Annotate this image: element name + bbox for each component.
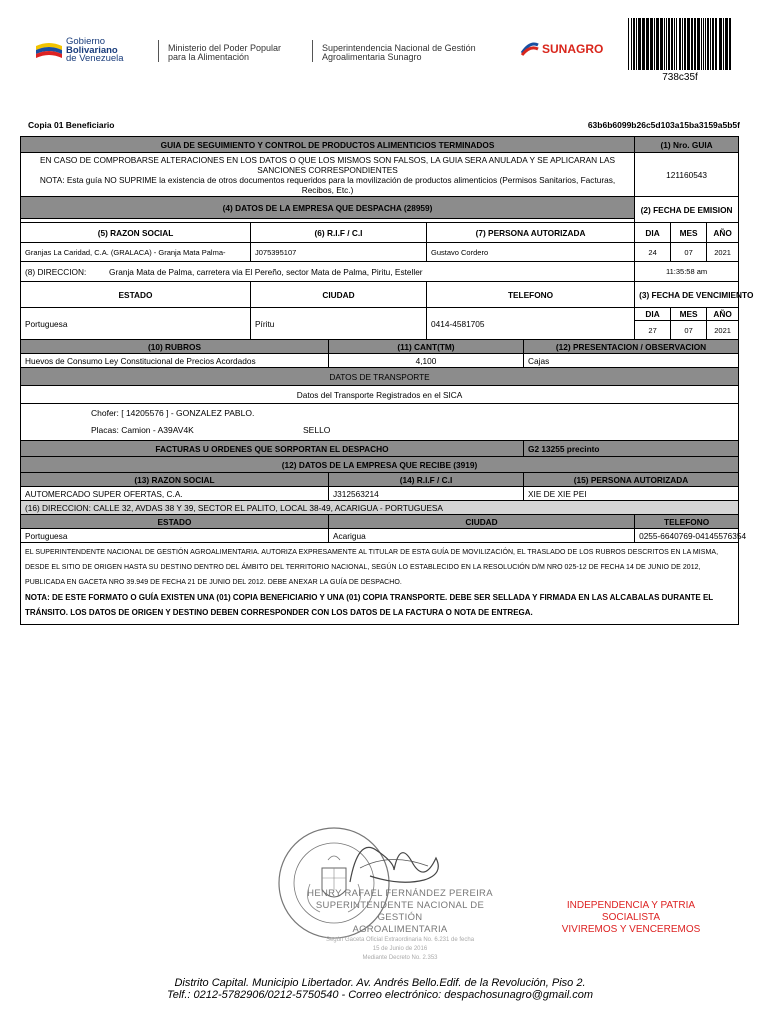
barcode-bar [687,18,690,70]
barcode-bar [684,18,686,70]
guide-nro-value: 121160543 [635,153,739,197]
facturas-value: G2 13255 precinto [524,441,739,457]
barcode-bar [701,18,702,70]
emission-time: 11:35:58 am [635,262,739,282]
superintendencia-line1: Superintendencia Nacional de Gestión [322,43,476,53]
sender-rif-value: J075395107 [251,243,427,262]
emission-mes-value: 07 [671,243,707,262]
barcode-bar [654,18,655,70]
barcode-bar [691,18,693,70]
barcode-bar [710,18,711,70]
header-divider [312,40,313,62]
barcode-bar [707,18,709,70]
barcode-bar [664,18,665,70]
gaceta-line-1: Según Gaceta Oficial Extraordinaria No. 6.231 de fecha [325,937,475,943]
gov-line2: Bolivariano [66,44,118,56]
guide-nro-label: (1) Nro. GUIA [635,137,739,153]
slogan-line-3: VIVIREMOS Y VENCEREMOS [561,924,701,935]
superintendencia-line2: Agroalimentaria Sunagro [322,52,422,62]
cantidad-label: (11) CANT(TM) [329,340,524,354]
sunagro-wordmark: SUNAGRO [542,42,604,56]
copy-label: Copia 01 Beneficiario [28,120,115,130]
barcode-bar [712,18,714,70]
receiver-estado-value: Portuguesa [21,529,329,543]
barcode-bar [723,18,724,70]
receiver-persona-label: (15) PERSONA AUTORIZADA [524,473,739,487]
gov-logo [36,36,156,64]
legal-text [21,543,739,625]
sender-estado-label: ESTADO [21,282,251,308]
gaceta-line-3: Mediante Decreto No. 2.353 [362,955,438,961]
signatory-title-1: SUPERINTENDENTE NACIONAL DE GESTIÓN [315,900,485,923]
sender-rif-label: (6) R.I.F / C.I [251,223,427,243]
barcode-bar [638,18,641,70]
transport-placas: Placas: Camion - A39AV4K [91,425,194,435]
transport-subtitle: Datos del Transporte Registrados en el SICA [21,386,739,404]
gaceta-line-2: 15 de Junio de 2016 [372,946,428,952]
legal-note: NOTA: DE ESTE FORMATO O GUÍA EXISTEN UNA (01) COPIA BENEFICIARIO Y UNA (01) COPIA TRANSPORTE. DEBE SER SELLADA Y FIRMADA EN LAS ALCABALAS DURANTE EL TRÁNSITO. LOS DATOS DE ORIGEN Y DESTINO DEBEN CORRESPONDER CON LOS DATOS DE LA FACTURA O NOTA DE ENTREGA. [25,593,714,617]
slogan [556,900,706,936]
receiver-estado-label: ESTADO [21,515,329,529]
cantidad-value: 4,100 [329,354,524,368]
expiry-mes-label: MES [671,308,707,321]
venezuela-flag-icon [36,42,62,58]
gov-line1: Gobierno [66,36,106,47]
receiver-section-title: (12) DATOS DE LA EMPRESA QUE RECIBE (3919) [21,457,739,473]
transport-section-title: DATOS DE TRANSPORTE [21,368,739,386]
expiry-mes-value: 07 [671,321,707,340]
barcode-text: 738c35f [662,72,698,83]
receiver-razon-label: (13) RAZON SOCIAL [21,473,329,487]
transport-chofer: Chofer: [ 14205576 ] - GONZALEZ PABLO. [91,408,255,418]
expiry-ano-value: 2021 [707,321,739,340]
barcode-bar [715,18,717,70]
receiver-telefono-label: TELEFONO [635,515,739,529]
rubro-value: Huevos de Consumo Ley Constitucional de Precios Acordados [21,354,329,368]
sender-telefono-value: 0414-4581705 [427,308,635,340]
expiry-ano-label: AÑO [707,308,739,321]
barcode-bar [671,18,673,70]
ministry-line2: para la Alimentación [168,52,250,62]
expiry-date-label: (3) FECHA DE VENCIMIENTO [635,282,739,308]
barcode-bar [668,18,670,70]
sender-razon-value: Granjas La Caridad, C.A. (GRALACA) - Granja Mata Palma- [21,243,251,262]
ministry-line1: Ministerio del Poder Popular [168,43,282,53]
barcode-bar [719,18,722,70]
guide-form [20,136,754,625]
guide-warning-1: EN CASO DE COMPROBARSE ALTERACIONES EN LOS DATOS O QUE LOS MISMOS SON FALSOS, LA GUIA SERA ANULADA Y SE APLICARAN LAS SANCIONES CORRESPONDIENTES [39,154,616,175]
rubros-label: (10) RUBROS [21,340,329,354]
barcode-bar [656,18,659,70]
barcode-bar [697,18,700,70]
barcode-bar [660,18,663,70]
guide-warning-2: NOTA: Esta guía NO SUPRIME la existencia de otros documentos requeridos para la movilización de productos alimenticios (Permisos Sanitarios, Facturas, Recibos, Etc.) [39,174,616,195]
emission-ano-value: 2021 [707,243,739,262]
footer [80,977,680,1001]
barcode-bar [682,18,683,70]
barcode-bar [694,18,696,70]
barcode-bar [729,18,731,70]
barcode-bar [703,18,704,70]
barcode-bar [631,18,632,70]
transport-details [21,404,739,441]
presentacion-label: (12) PRESENTACION / OBSERVACION [524,340,739,354]
emission-mes-label: MES [671,223,707,243]
emission-ano-label: AÑO [707,223,739,243]
header-divider [158,40,159,62]
sender-direccion-label: (8) DIRECCION: [25,266,87,277]
emission-date-label: (2) FECHA DE EMISION [635,197,739,223]
barcode-bar [705,18,706,70]
expiry-dia-value: 27 [635,321,671,340]
sender-ciudad-label: CIUDAD [251,282,427,308]
slogan-line-1: INDEPENDENCIA Y PATRIA [566,900,696,911]
sender-persona-label: (7) PERSONA AUTORIZADA [427,223,635,243]
receiver-rif-label: (14) R.I.F / C.I [329,473,524,487]
receiver-ciudad-label: CIUDAD [329,515,635,529]
signatory-name: HENRY RAFAEL FERNÁNDEZ PEREIRA [307,888,493,899]
slogan-line-2: SOCIALISTA [601,912,661,923]
barcode-bar [650,18,653,70]
emission-dia-value: 24 [635,243,671,262]
sender-section-title: (4) DATOS DE LA EMPRESA QUE DESPACHA (28959) [21,197,635,219]
sender-direccion-value: Granja Mata de Palma, carretera via El Pereño, sector Mata de Palma, Piritu, Esteller [109,266,423,277]
barcode-bar [676,18,677,70]
receiver-razon-value: AUTOMERCADO SUPER OFERTAS, C.A. [21,487,329,501]
barcode-bar [636,18,637,70]
barcode-bar [642,18,645,70]
barcode [626,18,736,70]
receiver-direccion: (16) DIRECCION: CALLE 32, AVDAS 38 Y 39, SECTOR EL PALITO, LOCAL 38-49, ACARIGUA - PORTUGUESA [21,501,739,515]
guide-warnings [21,153,635,197]
barcode-bar [666,18,667,70]
expiry-dia-label: DIA [635,308,671,321]
sender-persona-value: Gustavo Cordero [427,243,635,262]
barcode-bar [628,18,629,70]
barcode-bar [633,18,635,70]
barcode-bar [725,18,728,70]
guide-title: GUIA DE SEGUIMIENTO Y CONTROL DE PRODUCTOS ALIMENTICIOS TERMINADOS [21,137,635,153]
sunagro-mark-icon [520,41,540,57]
presentacion-value: Cajas [524,354,739,368]
signatory-title-2: AGROALIMENTARIA [352,924,448,935]
receiver-ciudad-value: Acarigua [329,529,635,543]
document-hash: 63b6b6099b26c5d103a15ba3159a5b5f [587,120,740,130]
transport-sello: SELLO [303,425,331,435]
barcode-bar [679,18,681,70]
signatory-block [300,888,500,963]
receiver-telefono-value: 0255-6640769-04145576354 [635,529,739,543]
sender-razon-label: (5) RAZON SOCIAL [21,223,251,243]
sender-direccion [21,262,635,282]
sender-estado-value: Portuguesa [21,308,251,340]
footer-address: Distrito Capital. Municipio Libertador. Av. Andrés Bello.Edif. de la Revolución, Piso 2. [174,977,586,989]
receiver-persona-value: XIE DE XIE PEI [524,487,739,501]
emission-dia-label: DIA [635,223,671,243]
receiver-rif-value: J312563214 [329,487,524,501]
sender-telefono-label: TELEFONO [427,282,635,308]
barcode-bar [646,18,649,70]
barcode-bar [674,18,675,70]
footer-contact: Telf.: 0212-5782906/0212-5750540 - Correo electrónico: despachosunagro@gmail.com [167,989,593,1001]
legal-authorization: EL SUPERINTENDENTE NACIONAL DE GESTIÓN AGROALIMENTARIA. AUTORIZA EXPRESAMENTE AL TITULAR DE ESTA GUÍA DE MOVILIZACIÓN, EL TRASLADO DE LOS RUBROS DESCRITOS EN LA MISMA, DESDE EL SITIO DE ORIGEN HASTA SU DESTINO DENTRO DEL ÁMBITO DEL TERRITORIO NACIONAL, SEGÚN LO ESTABLECIDO EN LA RESOLUCIÓN D/M NRO 025-12 DE FECHA 14 DE JUNIO DE 2012, PUBLICADA EN GACETA NRO 39.949 DE FECHA 21 DE JUNIO DEL 2012. DEBE ANEXAR LA GUÍA DE DESPACHO. [25,549,719,586]
gov-line3: de Venezuela [66,53,124,64]
facturas-label: FACTURAS U ORDENES QUE SORPORTAN EL DESPACHO [21,441,524,457]
sender-ciudad-value: Píritu [251,308,427,340]
